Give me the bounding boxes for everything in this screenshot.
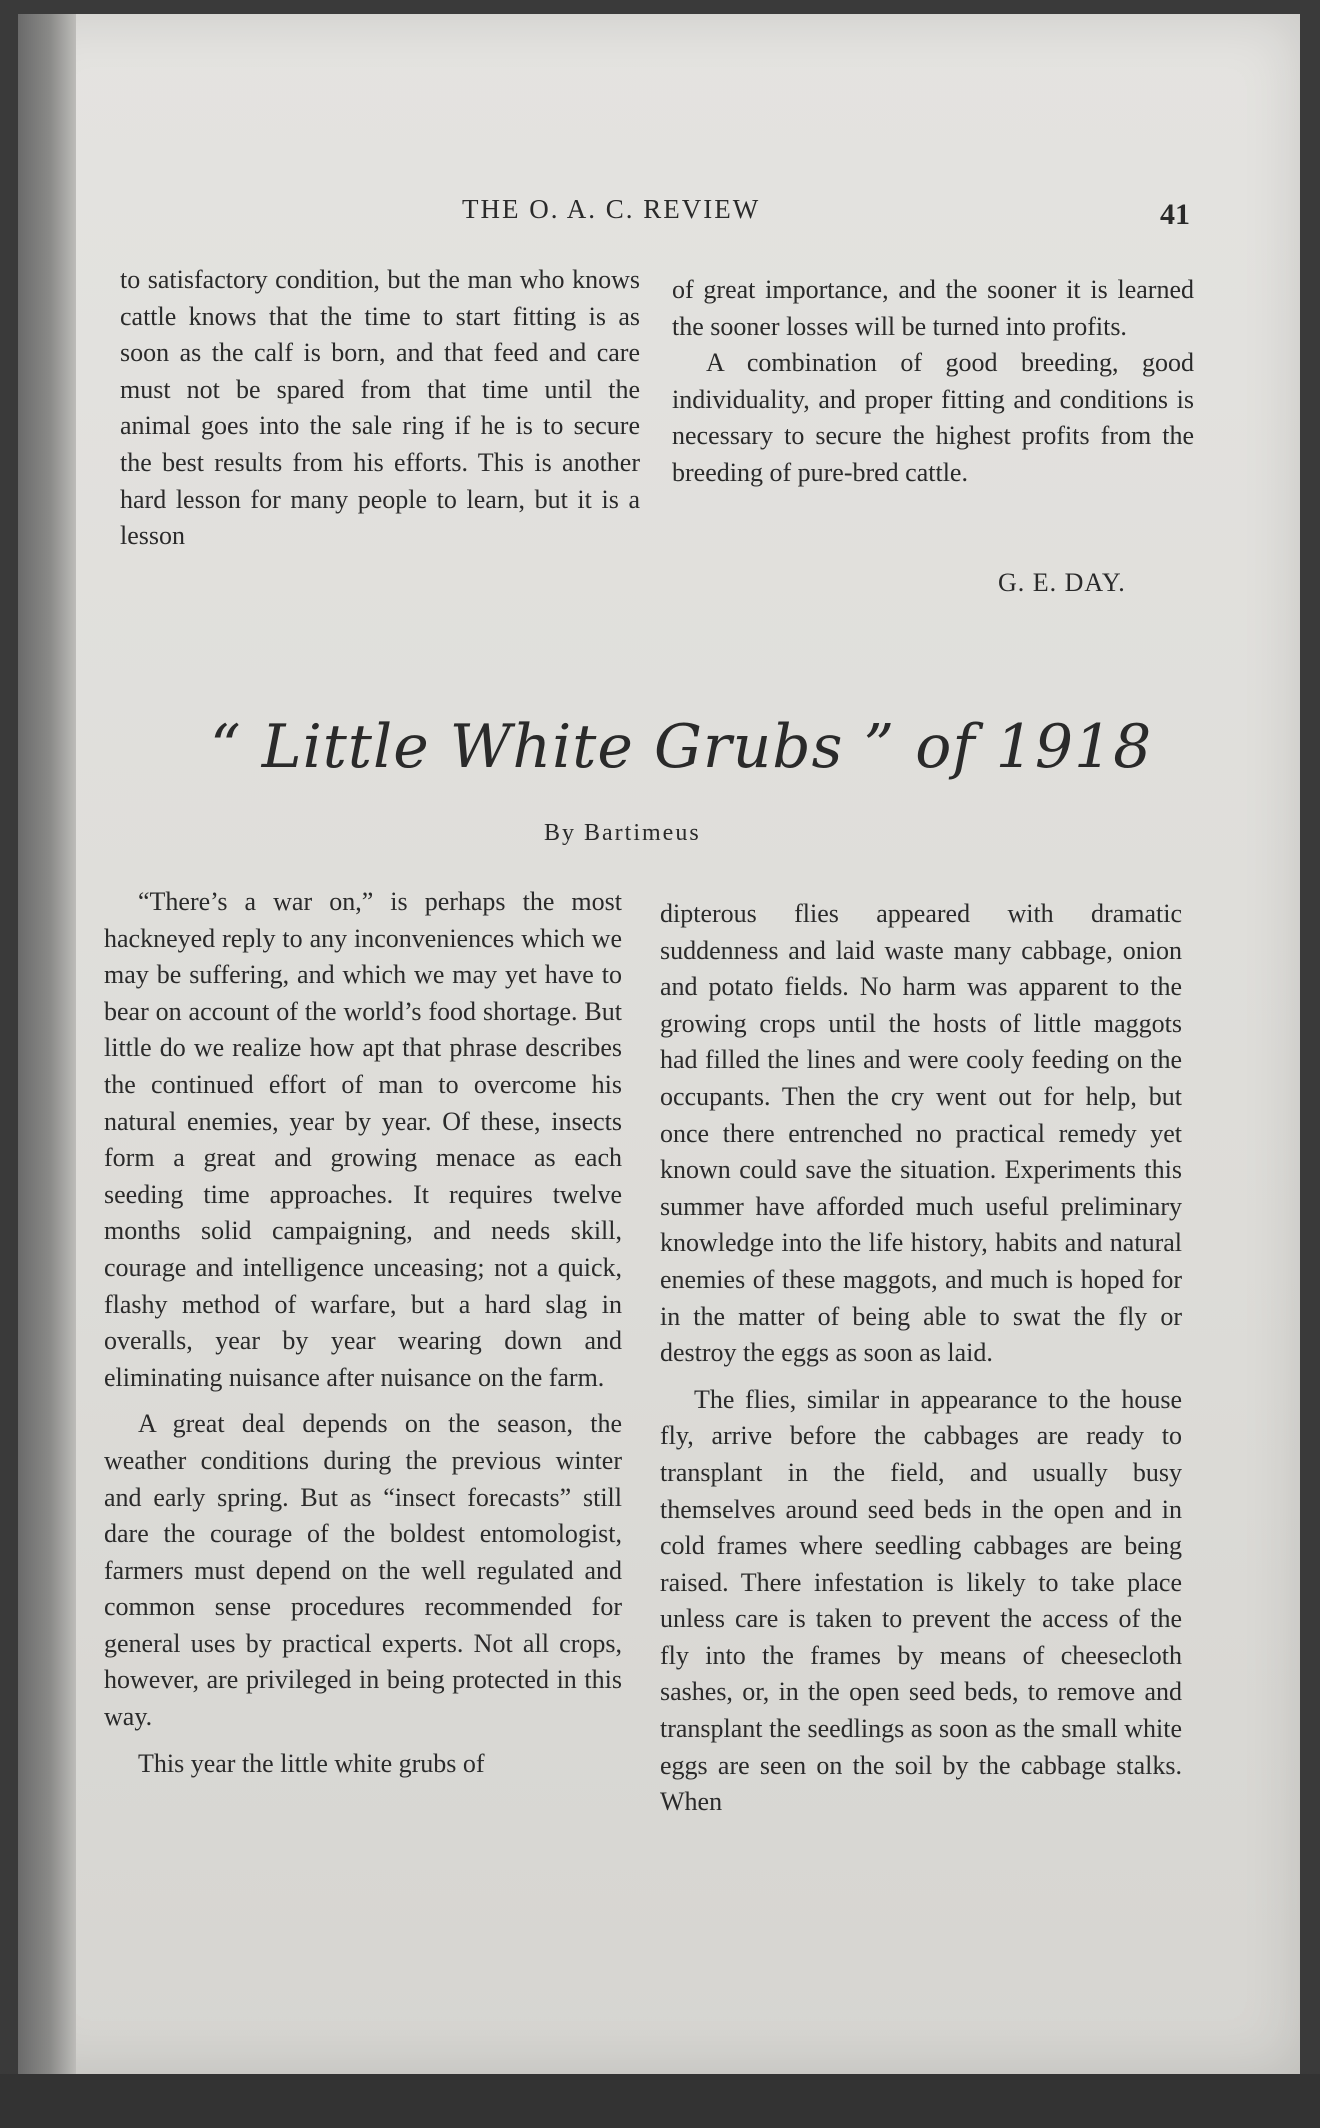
page-number: 41 bbox=[1160, 198, 1190, 231]
paragraph: A great deal depends on the season, the weather conditions during the previous winter and early spring. But as “insect forecasts” still dare the courage of the boldest entomologist, farmers must depend on the well regulated and common sense procedures recommended for general uses by practical experts. Not all crops, however, are privileged in being protected in this way. bbox=[104, 1409, 622, 1732]
paragraph: of great importance, and the sooner it is learned the sooner losses will be turned into profits. bbox=[672, 275, 1194, 341]
previous-article-right-column bbox=[672, 272, 1194, 492]
author-signature: G. E. DAY. bbox=[998, 568, 1126, 597]
article-title: “ Little White Grubs ” of 1918 bbox=[210, 712, 1153, 782]
running-head: THE O. A. C. REVIEW bbox=[462, 194, 761, 224]
paragraph: The flies, similar in appearance to the house fly, arrive before the cabbages are ready to transplant in the field, and usually busy themselves around seed beds in the open and in cold frames where seedling cabbages are being raised. There infestation is likely to take place unless care is taken to prevent the access of the fly into the frames by means of cheesecloth sashes, or, in the open seed beds, to remove and transplant the seedlings as soon as the small white eggs are seen on the soil by the cabbage stalks. When bbox=[660, 1384, 1182, 1817]
article-left-column bbox=[104, 884, 622, 1782]
page-binding-edge bbox=[18, 14, 76, 2074]
paragraph: “There’s a war on,” is perhaps the most hackneyed reply to any inconveniences which we may be suffering, and which we may yet have to bear on account of the world’s food shortage. But little do we realize how apt that phrase describes the continued effort of man to overcome his natural enemies, year by year. Of these, insects form a great and growing menace as each seeding time approaches. It requires twelve months solid campaigning, and needs skill, courage and intelligence unceasing; not a quick, flashy method of warfare, but a hard slag in overalls, year by year wearing down and eliminating nuisance after nuisance on the farm. bbox=[104, 887, 622, 1392]
paragraph: This year the little white grubs of bbox=[138, 1748, 485, 1778]
scanner-bottom-edge bbox=[0, 2074, 1320, 2128]
byline: By Bartimeus bbox=[544, 820, 701, 846]
article-right-column bbox=[660, 896, 1182, 1821]
paragraph: A combination of good breeding, good individuality, and proper fitting and conditions is necessary to secure the highest profits from the breeding of pure-bred cattle. bbox=[672, 348, 1194, 487]
previous-article-left-column bbox=[120, 262, 640, 555]
paragraph: dipterous flies appeared with dramatic suddenness and laid waste many cabbage, onion and potato fields. No harm was apparent to the growing crops until the hosts of little maggots had filled the lines and were cooly feeding on the occupants. Then the cry went out for help, but once there entrenched no practical remedy yet known could save the situation. Experiments this summer have afforded much useful preliminary knowledge into the life history, habits and natural enemies of these maggots, and much is hoped for in the matter of being able to swat the fly or destroy the eggs as soon as laid. bbox=[660, 899, 1182, 1368]
paragraph: to satisfactory condition, but the man who knows cattle knows that the time to start fitting is as soon as the calf is born, and that feed and care must not be spared from that time until the animal goes into the sale ring if he is to secure the best results from his efforts. This is another hard lesson for many people to learn, but it is a lesson bbox=[120, 265, 640, 551]
